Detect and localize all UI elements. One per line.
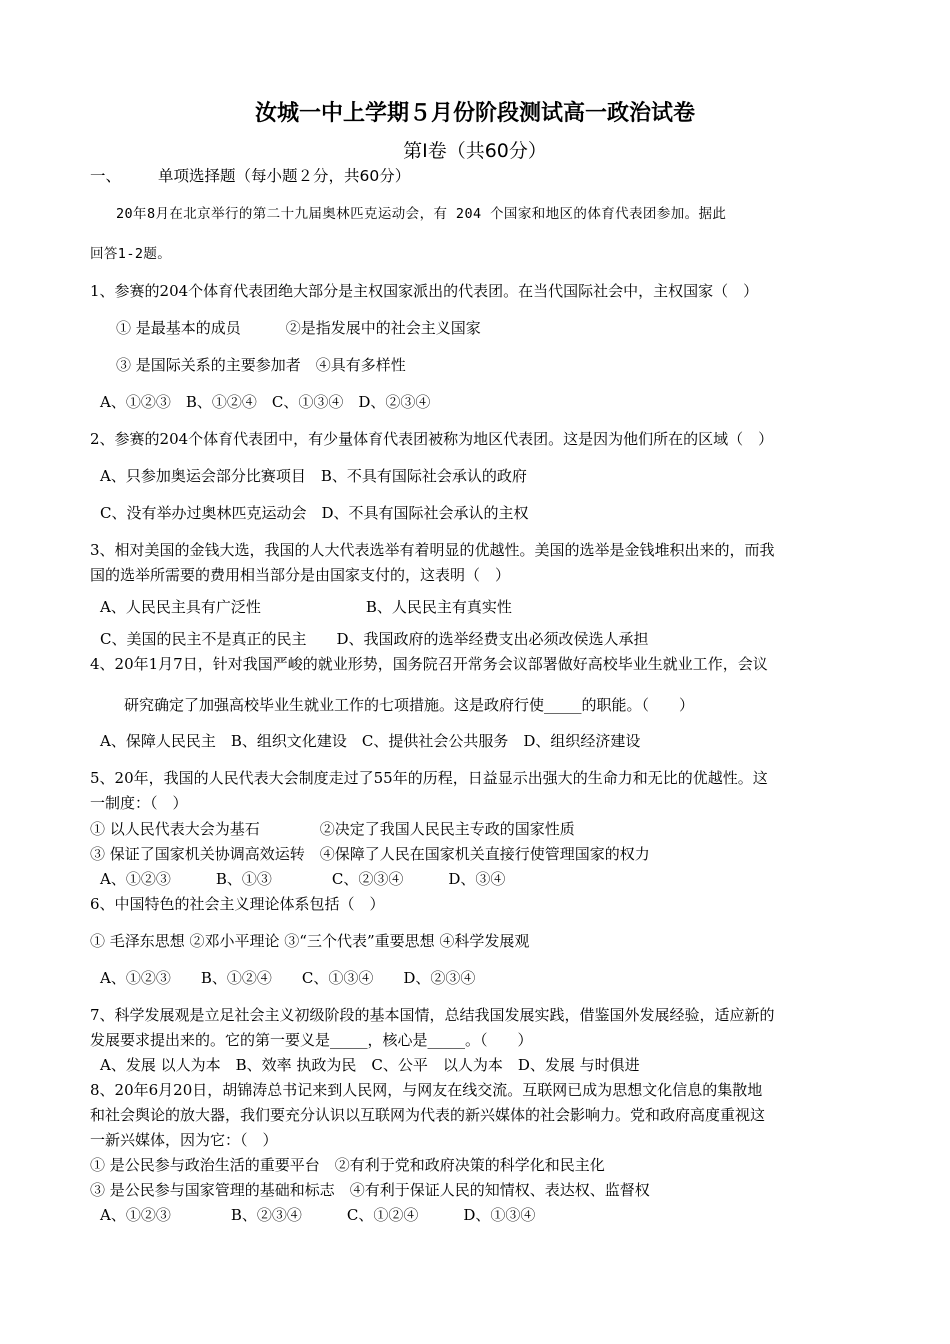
q7-options: A、发展 以人为本 B、效率 执政为民 C、公平 以人为本 D、发展 与时俱进 [100, 1056, 640, 1074]
q2-stem: 2、参赛的204个体育代表团中，有少量体育代表团被称为地区代表团。这是因为他们所在的区域（ ） [90, 430, 774, 448]
intro-line-2: 回答1-2题。 [90, 246, 172, 262]
q8-stem-1: 8、20年6月20日，胡锦涛总书记来到人民网，与网友在线交流。互联网已成为思想文化信息的集散地 [90, 1081, 763, 1099]
q8-items-1: ① 是公民参与政治生活的重要平台 ②有利于党和政府决策的科学化和民主化 [90, 1156, 605, 1174]
q1-stem: 1、参赛的204个体育代表团绝大部分是主权国家派出的代表团。在当代国际社会中，主权国家（ ） [90, 282, 759, 300]
exam-subtitle: 第Ⅰ卷（共60分） [403, 140, 547, 162]
q5-items-2: ③ 保证了国家机关协调高效运转 ④保障了人民在国家机关直接行使管理国家的权力 [90, 845, 650, 863]
q8-items-2: ③ 是公民参与国家管理的基础和标志 ④有利于保证人民的知情权、表达权、监督权 [90, 1181, 650, 1199]
q4-stem-1: 4、20年1月7日，针对我国严峻的就业形势，国务院召开常务会议部署做好高校毕业生就业工作，会议 [90, 655, 768, 673]
q3-options-2: C、美国的民主不是真正的民主 D、我国政府的选举经费支出必须改侯选人承担 [100, 630, 649, 648]
q6-options: A、①②③ B、①②④ C、①③④ D、②③④ [100, 969, 476, 987]
section-heading: 单项选择题（每小题２分，共60分） [158, 167, 411, 185]
q8-options: A、①②③ B、②③④ C、①②④ D、①③④ [100, 1206, 536, 1224]
section-number: 一、 [90, 167, 122, 185]
q2-options-1: A、只参加奥运会部分比赛项目 B、不具有国际社会承认的政府 [100, 467, 527, 485]
q5-options: A、①②③ B、①③ C、②③④ D、③④ [100, 870, 506, 888]
q8-stem-2: 和社会舆论的放大器，我们要充分认识以互联网为代表的新兴媒体的社会影响力。党和政府高度重视这 [90, 1106, 766, 1124]
q2-options-2: C、没有举办过奥林匹克运动会 D、不具有国际社会承认的主权 [100, 504, 529, 522]
q5-items-1: ① 以人民代表大会为基石 ②决定了我国人民民主专政的国家性质 [90, 820, 575, 838]
intro-line-1: 20年8月在北京举行的第二十九届奥林匹克运动会，有 204 个国家和地区的体育代表团参加。据此 [116, 206, 727, 222]
q1-items-2: ③ 是国际关系的主要参加者 ④具有多样性 [116, 356, 406, 374]
q1-options: A、①②③ B、①②④ C、①③④ D、②③④ [100, 393, 431, 411]
q3-stem-1: 3、相对美国的金钱大选，我国的人大代表选举有着明显的优越性。美国的选举是金钱堆积出来的，而我 [90, 541, 775, 559]
q1-items-1: ① 是最基本的成员 ②是指发展中的社会主义国家 [116, 319, 481, 337]
q6-stem: 6、中国特色的社会主义理论体系包括（ ） [90, 895, 385, 913]
exam-title: 汝城一中上学期５月份阶段测试高一政治试卷 [254, 101, 695, 126]
q3-stem-2: 国的选举所需要的费用相当部分是由国家支付的，这表明（ ） [90, 566, 511, 584]
q5-stem-1: 5、20年，我国的人民代表大会制度走过了55年的历程，日益显示出强大的生命力和无比的优越性。这 [90, 769, 768, 787]
q7-stem-1: 7、科学发展观是立足社会主义初级阶段的基本国情，总结我国发展实践，借鉴国外发展经验，适应新的 [90, 1006, 775, 1024]
q6-items: ① 毛泽东思想 ②邓小平理论 ③“三个代表”重要思想 ④科学发展观 [90, 932, 530, 950]
q4-options: A、保障人民民主 B、组织文化建设 C、提供社会公共服务 D、组织经济建设 [100, 732, 641, 750]
q5-stem-2: 一制度：（ ） [90, 794, 188, 812]
q3-options-1: A、人民民主具有广泛性 B、人民民主有真实性 [100, 598, 512, 616]
q4-stem-2: 研究确定了加强高校毕业生就业工作的七项措施。这是政府行使_____的职能。（ ） [124, 696, 695, 714]
q7-stem-2: 发展要求提出来的。它的第一要义是_____，核心是_____。（ ） [90, 1031, 533, 1049]
q8-stem-3: 一新兴媒体，因为它：（ ） [90, 1131, 278, 1149]
